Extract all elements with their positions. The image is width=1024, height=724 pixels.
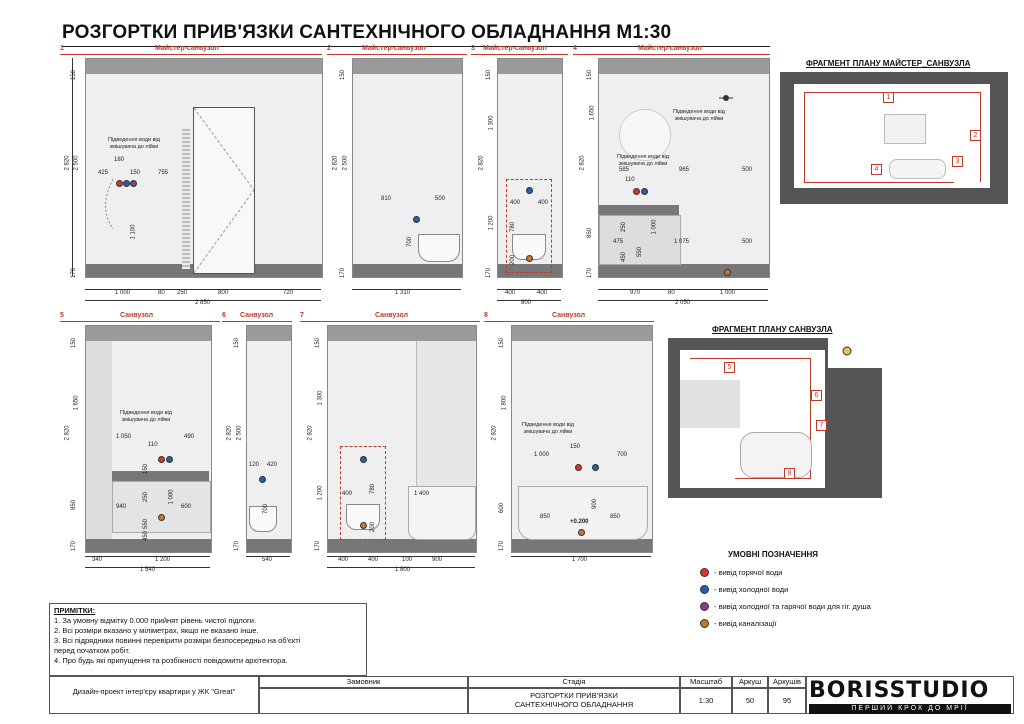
- brand-logo: BORISSTUDIO: [809, 678, 990, 703]
- floor-band: [247, 539, 291, 552]
- dim-label: 1 000: [168, 489, 175, 505]
- plan-vanity: [889, 159, 946, 179]
- dim-label: 2 820: [226, 425, 233, 441]
- dim-label: 450: [143, 530, 150, 542]
- dim-label: 780: [370, 483, 377, 495]
- note-line: 2. Всі розміри вказано у міліметрах, якщо не вказано інше.: [54, 626, 259, 635]
- vanity-cabinet: [112, 481, 211, 533]
- shower-water-icon: [700, 602, 709, 611]
- cold-water-icon: [700, 585, 709, 594]
- dim-label: 2 820: [491, 425, 498, 441]
- legend-label: - вивід каналізації: [714, 619, 777, 628]
- tb-client-value: [259, 688, 468, 714]
- dim-label: 780: [510, 221, 517, 233]
- elevation-rule: [60, 321, 220, 322]
- dim-label: 1 800: [501, 395, 508, 411]
- water-supply-note: Підведення води від змішувача до лійки: [108, 137, 160, 150]
- elevation-label: Санвузол: [240, 312, 274, 319]
- elevation-label: Майстер-санвузол: [362, 45, 426, 52]
- dim-label: 1 000: [720, 290, 736, 296]
- wall-toilet: [418, 234, 460, 262]
- dim-label: 940: [116, 504, 127, 510]
- dim-label: 1 200: [488, 215, 495, 231]
- ceiling-band: [353, 59, 462, 74]
- dim-label: 700: [617, 452, 628, 458]
- shower-mixer-icon: [719, 91, 733, 105]
- dim-label: 1 700: [572, 557, 588, 563]
- dim-label: 1 300: [488, 115, 495, 131]
- dim-label: 755: [158, 170, 169, 176]
- elevation-1-wall: [85, 58, 323, 278]
- legend-label: - вивід горячої води: [714, 568, 783, 577]
- hot-water-outlet-icon: [575, 464, 582, 471]
- dim-label: 475: [613, 239, 624, 245]
- towel-radiator: [182, 129, 190, 269]
- dim-label: 2 820: [307, 425, 314, 441]
- dim-label: 400: [505, 290, 516, 296]
- dim-label: 700: [407, 236, 414, 248]
- dim-label: 1 540: [140, 567, 156, 573]
- dim-label: 490: [184, 434, 195, 440]
- wall-marker-2: 2: [970, 130, 981, 141]
- elevation-number: 8: [484, 312, 488, 319]
- cold-water-outlet-icon: [413, 216, 420, 223]
- tb-scale-header: Масштаб: [680, 676, 732, 688]
- cold-water-outlet-icon: [123, 180, 130, 187]
- plan-shower-tray: [884, 114, 926, 144]
- elevation-3-wall: [497, 58, 563, 278]
- dim-label: 400: [510, 200, 521, 206]
- dim-label: 400: [537, 290, 548, 296]
- vanity-countertop: [599, 205, 679, 215]
- water-supply-note: Підведення води від змішувача до лійки: [522, 422, 574, 435]
- dim-label: 400: [338, 557, 349, 563]
- dim-label: 170: [234, 540, 241, 552]
- elevation-number: 6: [222, 312, 226, 319]
- dim-label: 540: [262, 557, 273, 563]
- note-line: 3. Всі підрядники повинні перевірити розміри безпосередньо на об'єкті: [54, 636, 301, 645]
- elevation-rule: [327, 54, 467, 55]
- tb-client-header: Замовник: [259, 676, 468, 688]
- cold-water-outlet-icon: [526, 187, 533, 194]
- plan-corridor: [680, 380, 740, 428]
- ceiling-band: [328, 326, 476, 341]
- dim-label: 150: [315, 337, 322, 349]
- dim-label: 850: [610, 514, 621, 520]
- wall-marker-4: 4: [871, 164, 882, 175]
- tiled-column: [416, 341, 475, 486]
- wall-marker-1: 1: [883, 92, 894, 103]
- dim-label: 170: [340, 267, 347, 279]
- dim-label: 900: [592, 498, 599, 510]
- tb-sheet-header: Аркуш: [732, 676, 768, 688]
- dim-label: 150: [587, 69, 594, 81]
- dim-label: 200: [370, 521, 377, 533]
- dim-label: 1 200: [155, 557, 171, 563]
- light-fixture-icon: [842, 346, 852, 356]
- dim-label: 425: [98, 170, 109, 176]
- dim-label: 170: [587, 267, 594, 279]
- dim-line: [327, 556, 475, 557]
- note-line: 4. Про будь які припущення та розбіжності повідомити архітектора.: [54, 656, 288, 665]
- plan-bathroom-title: ФРАГМЕНТ ПЛАНУ САНВУЗЛА: [712, 325, 833, 334]
- wall-marker-line: [690, 358, 810, 359]
- dim-label: 150: [71, 337, 78, 349]
- dim-label: 450: [621, 251, 628, 263]
- dim-label: 1 300: [317, 390, 324, 406]
- dim-label: 1 000: [115, 290, 131, 296]
- sewer-outlet-icon: [724, 269, 731, 276]
- sewer-icon: [700, 619, 709, 628]
- dim-label: 80: [158, 290, 165, 296]
- elevation-label: Майстер-санвузол: [638, 45, 702, 52]
- vanity-cabinet: [599, 215, 681, 265]
- dim-label: 585: [619, 167, 630, 173]
- dim-label: 700: [263, 503, 270, 515]
- elevation-number: 1: [60, 45, 64, 52]
- dim-label: 250: [143, 491, 150, 503]
- vanity-countertop: [112, 471, 209, 481]
- dim-label: 180: [114, 157, 125, 163]
- floor-band: [512, 539, 652, 552]
- dim-label: 900: [432, 557, 443, 563]
- dim-label: 120: [249, 462, 260, 468]
- ceiling-band: [86, 326, 211, 341]
- door: [193, 107, 255, 274]
- dim-label: 1 650: [73, 395, 80, 411]
- elevation-2-wall: [352, 58, 463, 278]
- legend: [700, 568, 930, 628]
- elevation-number: 4: [573, 45, 577, 52]
- ceiling-band: [498, 59, 562, 74]
- wall-marker-line: [804, 92, 805, 182]
- cold-water-outlet-icon: [360, 456, 367, 463]
- water-supply-note: Підведення води від змішувача до лійки: [673, 109, 725, 122]
- shower-outlet-icon: [130, 180, 137, 187]
- dim-label: 340: [92, 557, 103, 563]
- elevation-rule: [60, 54, 322, 55]
- dim-label: 400: [538, 200, 549, 206]
- tb-stage-header: Стадія: [468, 676, 680, 688]
- dim-label: 2 820: [579, 155, 586, 171]
- elevation-number: 3: [471, 45, 475, 52]
- dim-label: 970: [630, 290, 641, 296]
- wall-marker-line: [735, 478, 811, 479]
- sheet-title: РОЗГОРТКИ ПРИВ'ЯЗКИ САНТЕХНІЧНОГО ОБЛАДНАННЯ М1:30: [62, 22, 672, 43]
- dim-label: 500: [435, 196, 446, 202]
- plan-master-bathroom-title: ФРАГМЕНТ ПЛАНУ МАЙСТЕР_САНВУЗЛА: [806, 59, 971, 68]
- dim-label: 1 310: [395, 290, 411, 296]
- floor-band: [353, 264, 462, 277]
- dim-label: 2 500: [236, 425, 243, 441]
- dim-label: 170: [315, 540, 322, 552]
- dim-label: 2 820: [64, 155, 71, 171]
- elevation-6-wall: [246, 325, 292, 553]
- ceiling-band: [512, 326, 652, 341]
- dim-label: 1 200: [317, 485, 324, 501]
- dim-label: 500: [742, 239, 753, 245]
- legend-title: УМОВНІ ПОЗНАЧЕННЯ: [728, 550, 819, 559]
- dim-label: +0.200: [570, 519, 589, 525]
- legend-item-shower: [700, 602, 930, 611]
- dim-label: 80: [668, 290, 675, 296]
- dim-label: 2 820: [332, 155, 339, 171]
- dim-label: 1 075: [674, 239, 690, 245]
- elevation-number: 7: [300, 312, 304, 319]
- elevation-number: 5: [60, 312, 64, 319]
- water-supply-note: Підведення води від змішувача до лійки: [617, 154, 669, 167]
- dim-label: 250: [177, 290, 188, 296]
- dim-label: 150: [130, 170, 141, 176]
- elevation-rule: [300, 321, 480, 322]
- brand-slogan: ПЕРШИЙ КРОК ДО МРІЇ: [809, 704, 1011, 714]
- dim-label: 1 800: [395, 567, 411, 573]
- legend-item-cold: [700, 585, 930, 594]
- tb-scale-value: 1:30: [680, 688, 732, 714]
- note-line: 1. За умовну відмітку 0.000 прийнят рівень чистої підлоги.: [54, 616, 257, 625]
- dim-label: 1 650: [589, 105, 596, 121]
- dim-label: 100: [402, 557, 413, 563]
- hot-water-outlet-icon: [633, 188, 640, 195]
- dim-label: 850: [540, 514, 551, 520]
- dim-label: 150: [340, 69, 347, 81]
- dim-label: 2 820: [478, 155, 485, 171]
- tb-sheet-value: 50: [732, 688, 768, 714]
- dim-label: 1 050: [116, 434, 132, 440]
- dim-label: 500: [742, 167, 753, 173]
- dim-label: 1 000: [651, 219, 658, 235]
- dim-label: 150: [570, 444, 581, 450]
- notes-box: [49, 603, 367, 676]
- plan-room: [680, 350, 825, 488]
- hot-water-outlet-icon: [116, 180, 123, 187]
- dim-label: 1 000: [534, 452, 550, 458]
- elevation-label: Майстер-санвузол: [483, 45, 547, 52]
- hot-water-icon: [700, 568, 709, 577]
- ceiling-band: [247, 326, 291, 341]
- plan-master-bathroom: [780, 72, 1008, 204]
- dim-label: 110: [148, 442, 158, 448]
- elevation-rule: [484, 321, 654, 322]
- notes-title: ПРИМІТКИ:: [54, 606, 96, 615]
- cold-water-outlet-icon: [259, 476, 266, 483]
- elevation-rule: [573, 54, 770, 55]
- legend-label: - вивід холодної води: [714, 585, 789, 594]
- dim-label: 550: [637, 246, 644, 258]
- dim-label: 420: [267, 462, 278, 468]
- elevation-label: Санвузол: [375, 312, 409, 319]
- brand-block: [806, 676, 1014, 714]
- legend-label: - вивід холодної та гарячої води для гіг. душа: [714, 602, 871, 611]
- dim-label: 850: [587, 227, 594, 239]
- dim-label: 2 500: [73, 155, 80, 171]
- tb-project: [49, 676, 259, 714]
- dim-line: [598, 289, 768, 290]
- dim-label: 2 500: [342, 155, 349, 171]
- elevation-label: Майстер-санвузол: [155, 45, 219, 52]
- elevation-7-wall: [327, 325, 477, 553]
- dim-label: 850: [71, 499, 78, 511]
- elevation-4-wall: [598, 58, 770, 278]
- dim-label: 150: [234, 337, 241, 349]
- dim-label: 600: [499, 502, 506, 514]
- elevation-5-wall: [85, 325, 212, 553]
- cold-water-outlet-icon: [592, 464, 599, 471]
- note-line: перед початком робіт.: [54, 646, 131, 655]
- wall-marker-3: 3: [952, 156, 963, 167]
- dim-label: 400: [342, 491, 353, 497]
- dim-label: 600: [181, 504, 192, 510]
- dim-label: 150: [486, 69, 493, 81]
- elevation-rule: [222, 321, 292, 322]
- wall-marker-6: 6: [811, 390, 822, 401]
- dim-label: 150: [143, 463, 150, 475]
- water-supply-note: Підведення води від змішувача до лійки: [120, 410, 172, 423]
- dim-label: 965: [679, 167, 690, 173]
- plan-side-room: [828, 338, 882, 368]
- dim-label: 250: [621, 221, 628, 233]
- plan-bathtub: [740, 432, 812, 478]
- elevation-rule: [471, 54, 568, 55]
- dim-label: 720: [283, 290, 294, 296]
- legend-item-sewer: [700, 619, 930, 628]
- dim-label: 170: [71, 540, 78, 552]
- sewer-outlet-icon: [158, 514, 165, 521]
- dim-label: 200: [510, 254, 517, 266]
- cold-water-outlet-icon: [641, 188, 648, 195]
- cold-water-outlet-icon: [166, 456, 173, 463]
- dim-label: 2 050: [675, 300, 691, 306]
- dim-line: [85, 556, 210, 557]
- dim-label: 800: [521, 300, 532, 306]
- dim-label: 2 850: [195, 300, 211, 306]
- side-tall-cabinet: [86, 341, 112, 539]
- plan-bathroom: [668, 338, 882, 498]
- dim-label: 1 100: [130, 224, 137, 240]
- ceiling-band: [599, 59, 769, 74]
- dim-label: 170: [71, 267, 78, 279]
- floor-band: [599, 264, 769, 277]
- sewer-outlet-icon: [526, 255, 533, 262]
- wall-marker-8: 8: [784, 468, 795, 479]
- floor-band: [328, 539, 476, 552]
- sewer-outlet-icon: [360, 522, 367, 529]
- legend-item-hot: [700, 568, 930, 577]
- dim-label: 170: [486, 267, 493, 279]
- elevation-label: Санвузол: [552, 312, 586, 319]
- dim-label: 2 820: [64, 425, 71, 441]
- project-name: Дизайн-проект інтер'єру квартири у ЖК "Great": [72, 687, 236, 696]
- dim-label: 170: [499, 540, 506, 552]
- dim-label: 1 400: [414, 491, 430, 497]
- tb-sheets-header: Аркушів: [768, 676, 806, 688]
- tb-sheets-value: 95: [768, 688, 806, 714]
- dim-label: 150: [71, 69, 78, 81]
- elevation-number: 2: [327, 45, 331, 52]
- elevation-label: Санвузол: [120, 312, 154, 319]
- hot-water-outlet-icon: [158, 456, 165, 463]
- wall-marker-7: 7: [816, 420, 827, 431]
- elevation-8-wall: [511, 325, 653, 553]
- sewer-outlet-icon: [578, 529, 585, 536]
- dim-label: 150: [499, 337, 506, 349]
- dim-label: 400: [368, 557, 379, 563]
- wall-marker-5: 5: [724, 362, 735, 373]
- dim-label: 550: [143, 518, 150, 530]
- ceiling-band: [86, 59, 322, 74]
- wall-marker-line: [804, 182, 954, 183]
- dim-label: 110: [625, 177, 635, 183]
- dim-label: 800: [218, 290, 229, 296]
- tb-stage-value: РОЗГОРТКИ ПРИВ'ЯЗКИ САНТЕХНІЧНОГО ОБЛАДНАННЯ: [468, 688, 680, 714]
- dim-label: 810: [381, 196, 392, 202]
